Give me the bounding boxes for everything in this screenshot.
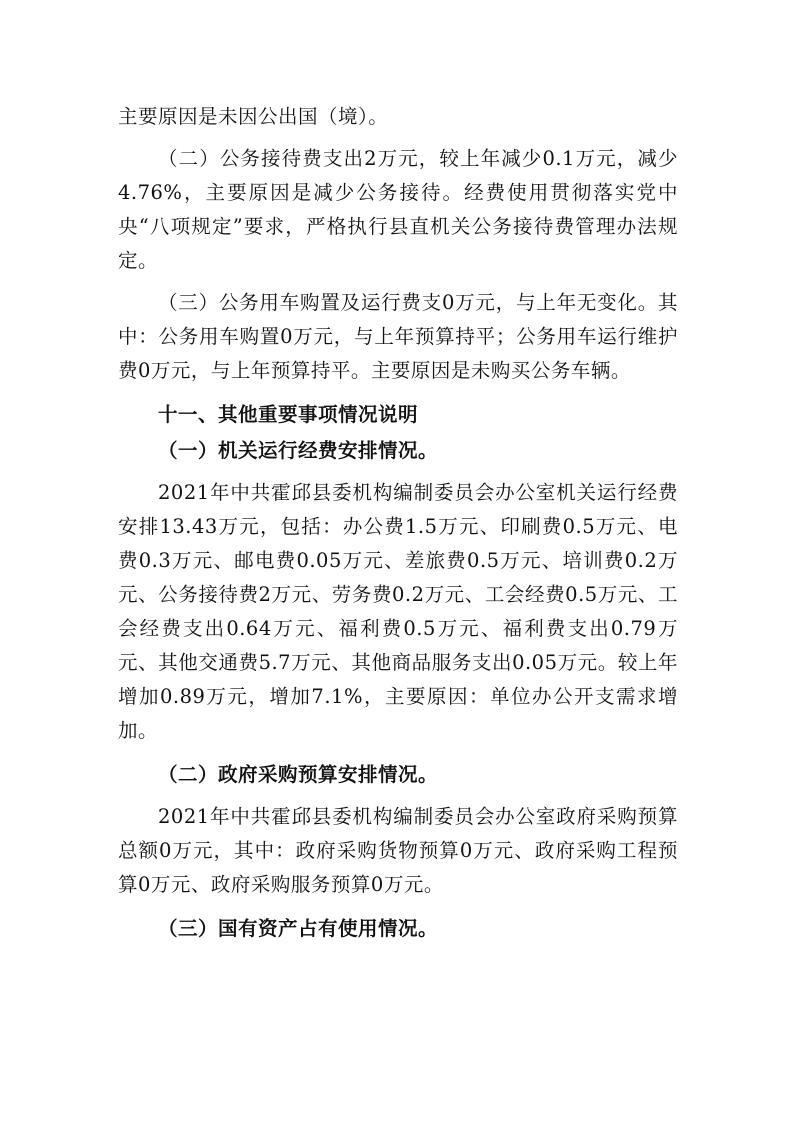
paragraph-operating-funds: 2021年中共霍邱县委机构编制委员会办公室机关运行经费安排13.43万元，包括：办公费1.5万元、印刷费0.5万元、电费0.3万元、邮电费0.05万元、差旅费0.5万元、培训费0.2万元、公务接待费2万元、劳务费0.2万元、工会经费0.5万元、工会经费支出0.64万元、福利费0.5万元、福利费支出0.79万元、其他交通费5.7万元、其他商品服务支出0.05万元。较上年增加0.89万元，增加7.1%，主要原因：单位办公开支需求增加。: [118, 481, 678, 742]
paragraph-reception-expense: （二）公务接待费支出2万元，较上年减少0.1万元，减少4.76%，主要原因是减少公务接待。经费使用贯彻落实党中央“八项规定”要求，严格执行县直机关公务接待费管理办法规定。: [118, 147, 678, 272]
section-heading-other-matters: 十一、其他重要事项情况说明: [158, 403, 419, 426]
paragraph-procurement-budget: 2021年中共霍邱县委机构编制委员会办公室政府采购预算总额0万元，其中：政府采购货物预算0万元、政府采购工程预算0万元、政府采购服务预算0万元。: [118, 805, 678, 896]
subheading-procurement-budget: （二）政府采购预算安排情况。: [158, 763, 439, 786]
paragraph-vehicle-expense: （三）公务用车购置及运行费支0万元，与上年无变化。其中：公务用车购置0万元，与上年预算持平；公务用车运行维护费0万元，与上年预算持平。主要原因是未购买公务车辆。: [118, 291, 678, 382]
subheading-state-assets: （三）国有资产占有使用情况。: [158, 917, 439, 940]
paragraph-outbound-reason: 主要原因是未因公出国（境）。: [118, 105, 389, 128]
document-body: [118, 100, 678, 946]
subheading-operating-funds: （一）机关运行经费安排情况。: [158, 439, 439, 462]
